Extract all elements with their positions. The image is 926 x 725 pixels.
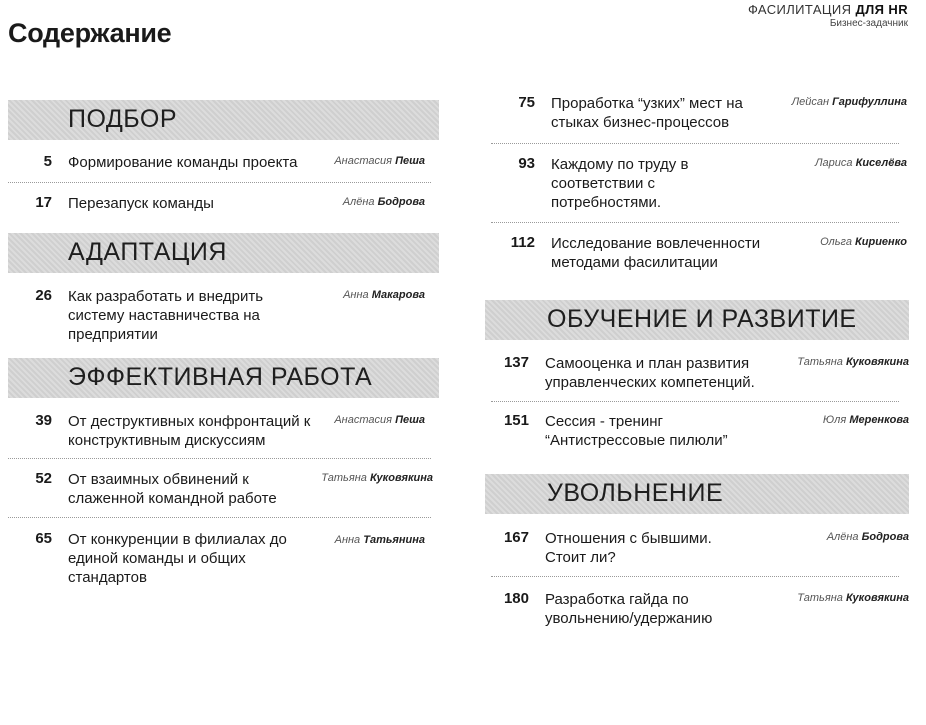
entry-title: Исследование вовлеченности методами фасилитации	[551, 235, 761, 271]
author-first: Татьяна	[797, 592, 843, 604]
author-first: Анна	[343, 289, 369, 301]
toc-entry[interactable]	[0, 530, 445, 587]
toc-entry[interactable]	[483, 94, 913, 132]
author	[321, 472, 433, 484]
entry-title: От взаимных обвинений к слаженной командной работе	[68, 471, 277, 507]
page-number: 26	[35, 287, 52, 304]
author	[797, 592, 909, 604]
entry-title: Формирование команды проекта	[68, 154, 298, 171]
divider	[491, 143, 899, 144]
entry-title: Отношения с бывшими. Стоит ли?	[545, 530, 712, 566]
author-last: Куковякина	[845, 356, 909, 368]
page-number: 93	[518, 155, 535, 172]
author-last: Гарифуллина	[832, 96, 907, 108]
page-number: 112	[510, 234, 535, 251]
toc-entry[interactable]	[483, 234, 913, 272]
author	[815, 157, 907, 169]
author-last: Макарова	[371, 289, 425, 301]
toc-entry[interactable]	[0, 287, 445, 344]
divider	[8, 517, 431, 518]
divider	[491, 222, 899, 223]
author-last: Бодрова	[861, 531, 909, 543]
section-band-obuchenie	[485, 300, 909, 340]
page-number: 167	[503, 529, 529, 546]
toc-entry[interactable]	[483, 529, 913, 567]
toc-entry[interactable]	[483, 590, 913, 628]
page-number: 75	[518, 94, 535, 111]
section-heading: АДАПТАЦИЯ	[68, 238, 227, 266]
page-number: 39	[35, 412, 52, 429]
section-heading: ОБУЧЕНИЕ И РАЗВИТИЕ	[547, 305, 857, 333]
author-first: Юля	[822, 414, 847, 426]
author	[797, 356, 909, 368]
toc-column-right	[483, 90, 913, 628]
author-first: Алёна	[826, 531, 859, 543]
author-last: Куковякина	[845, 592, 909, 604]
entry-title: Самооценка и план развития управленческих компетенций.	[545, 355, 755, 391]
entry-title: Проработка “узких” мест на стыках бизнес-процессов	[551, 95, 743, 131]
divider	[8, 182, 431, 183]
entry-title: Разработка гайда по увольнению/удержанию	[545, 591, 713, 627]
author	[792, 96, 907, 108]
author-first: Анастасия	[334, 414, 392, 426]
brand-main: ФАСИЛИТАЦИЯ	[747, 2, 852, 17]
author	[334, 155, 425, 167]
page-number: 65	[35, 530, 52, 547]
divider	[8, 458, 431, 459]
author	[343, 196, 425, 208]
author	[343, 289, 425, 301]
author	[335, 534, 425, 546]
page-number: 137	[503, 354, 529, 371]
author	[820, 236, 907, 248]
author-last: Меренкова	[849, 414, 909, 426]
toc-column-left	[0, 100, 445, 587]
author-last: Бодрова	[377, 196, 425, 208]
entry-title: От деструктивных конфронтаций к конструктивным дискуссиям	[68, 413, 311, 449]
page-number: 17	[35, 194, 52, 211]
author-first: Алёна	[342, 196, 375, 208]
author-last: Куковякина	[369, 472, 433, 484]
author-last: Пеша	[395, 155, 425, 167]
author	[823, 414, 909, 426]
author	[334, 414, 425, 426]
section-band-uvolnenie	[485, 474, 909, 514]
section-band-adaptatsiya	[8, 233, 439, 273]
page-title: Содержание	[8, 18, 172, 48]
author-last: Татьянина	[363, 534, 425, 546]
entry-title: Сессия - тренинг “Антистрессовые пилюли”	[545, 413, 728, 449]
entry-title: Каждому по труду в соответствии с потребностями.	[551, 156, 689, 211]
entry-title: Перезапуск команды	[68, 195, 214, 212]
brand-block	[748, 2, 908, 29]
author-first: Лариса	[814, 157, 853, 169]
author-first: Анна	[334, 534, 361, 546]
author-first: Татьяна	[797, 356, 843, 368]
author-last: Пеша	[395, 414, 425, 426]
entry-title: Как разработать и внедрить систему наставничества на предприятии	[68, 288, 264, 343]
author-first: Анастасия	[334, 155, 392, 167]
section-heading: ЭФФЕКТИВНАЯ РАБОТА	[68, 363, 373, 391]
brand-subtitle: Бизнес-задачник	[829, 18, 908, 29]
toc-entry[interactable]	[0, 194, 445, 213]
author	[827, 531, 909, 543]
toc-entry[interactable]	[0, 470, 445, 508]
entry-title: От конкуренции в филиалах до единой команды и общих стандартов	[68, 531, 287, 586]
author-first: Татьяна	[321, 472, 367, 484]
author-first: Лейсан	[791, 96, 830, 108]
brand-bold: ДЛЯ HR	[855, 2, 908, 17]
toc-entry[interactable]	[0, 412, 445, 450]
toc-entry[interactable]	[0, 153, 445, 172]
divider	[491, 401, 899, 402]
divider	[491, 576, 899, 577]
section-heading: ПОДБОР	[68, 105, 178, 133]
page-number: 151	[503, 412, 529, 429]
section-band-podbor	[8, 100, 439, 140]
page-number: 5	[43, 153, 52, 170]
page-number: 52	[35, 470, 52, 487]
toc-entry[interactable]	[483, 354, 913, 392]
section-band-effektivnaya-rabota	[8, 358, 439, 398]
author-last: Киселёва	[855, 157, 907, 169]
page-number: 180	[503, 590, 529, 607]
author-first: Ольга	[820, 236, 852, 248]
author-last: Кириенко	[855, 236, 907, 248]
toc-entry[interactable]	[483, 412, 913, 450]
toc-entry[interactable]	[483, 155, 913, 212]
section-heading: УВОЛЬНЕНИЕ	[547, 479, 724, 507]
